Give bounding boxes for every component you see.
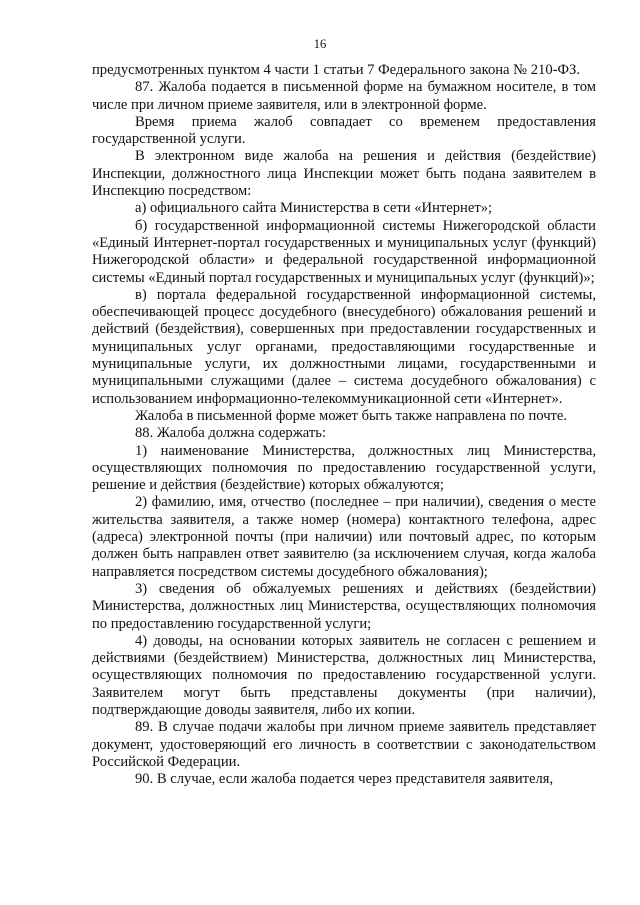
paragraph-89: 89. В случае подачи жалобы при личном приеме заявитель представляет документ, удостоверяющий его личность в соответствии с законодательством Российской Федерации.: [92, 719, 596, 770]
document-body: [92, 62, 596, 788]
list-item-1: 1) наименование Министерства, должностных лиц Министерства, осуществляющих полномочия по предоставлению государственной услуги, решение и действия (бездействие) которых обжалуются;: [92, 442, 596, 494]
paragraph-continuation: предусмотренных пунктом 4 части 1 статьи 7 Федерального закона № 210-ФЗ.: [92, 62, 580, 78]
list-item-3: 3) сведения об обжалуемых решениях и действиях (бездействии) Министерства, должностных лиц Министерства, осуществляющих полномочия по предоставлению государственной услуги;: [92, 580, 596, 632]
paragraph-87: 87. Жалоба подается в письменной форме на бумажном носителе, в том числе при личном приеме заявителя, или в электронной форме.: [92, 79, 596, 113]
paragraph-88: 88. Жалоба должна содержать:: [135, 425, 326, 442]
page-number: 16: [313, 37, 327, 51]
list-item-v: в) портала федеральной государственной информационной системы, обеспечивающей процесс досудебного (внесудебного) обжалования решений и действий (бездействия), совершенных при предоставлении государственных и муниципальных услуг органами, предоставляющими государственные и муниципальные услуги, их должностными лицами, государственными и муниципальными служащими (далее – система досудебного обжалования) с использованием информационно-телекоммуникационной сети «Интернет».: [92, 286, 596, 407]
paragraph-postal-submission: Жалоба в письменной форме может быть также направлена по почте.: [135, 407, 568, 424]
paragraph-90: 90. В случае, если жалоба подается через представителя заявителя,: [135, 771, 554, 788]
list-item-2: 2) фамилию, имя, отчество (последнее – при наличии), сведения о месте жительства заявителя, а также номер (номера) контактного телефона, адрес (адреса) электронной почты (при наличии) или почтовый адрес, по которым должен быть направлен ответ заявителю (за исключением случая, когда жалоба направляется посредством системы досудебного обжалования);: [92, 494, 596, 580]
list-item-a: а) официального сайта Министерства в сети «Интернет»;: [135, 200, 493, 217]
list-item-4: 4) доводы, на основании которых заявитель не согласен с решением и действиями (бездействием) Министерства, должностных лиц Министерства, осуществляющих полномочия по предоставлению государственной услуги. Заявителем могут быть представлены документы (при наличии), подтверждающие доводы заявителя, либо их копии.: [92, 632, 596, 718]
paragraph-electronic-submission: В электронном виде жалоба на решения и действия (бездействие) Инспекции, должностного лица Инспекции может быть подана заявителем в Инспекцию посредством:: [92, 148, 596, 200]
list-item-b: б) государственной информационной системы Нижегородской области «Единый Интернет-портал государственных и муниципальных услуг (функций) Нижегородской области» и федеральной государственной информационной системы «Единый портал государственных и муниципальных услуг (функций)»;: [92, 217, 596, 286]
paragraph-reception-time: Время приема жалоб совпадает со временем предоставления государственной услуги.: [92, 113, 596, 148]
